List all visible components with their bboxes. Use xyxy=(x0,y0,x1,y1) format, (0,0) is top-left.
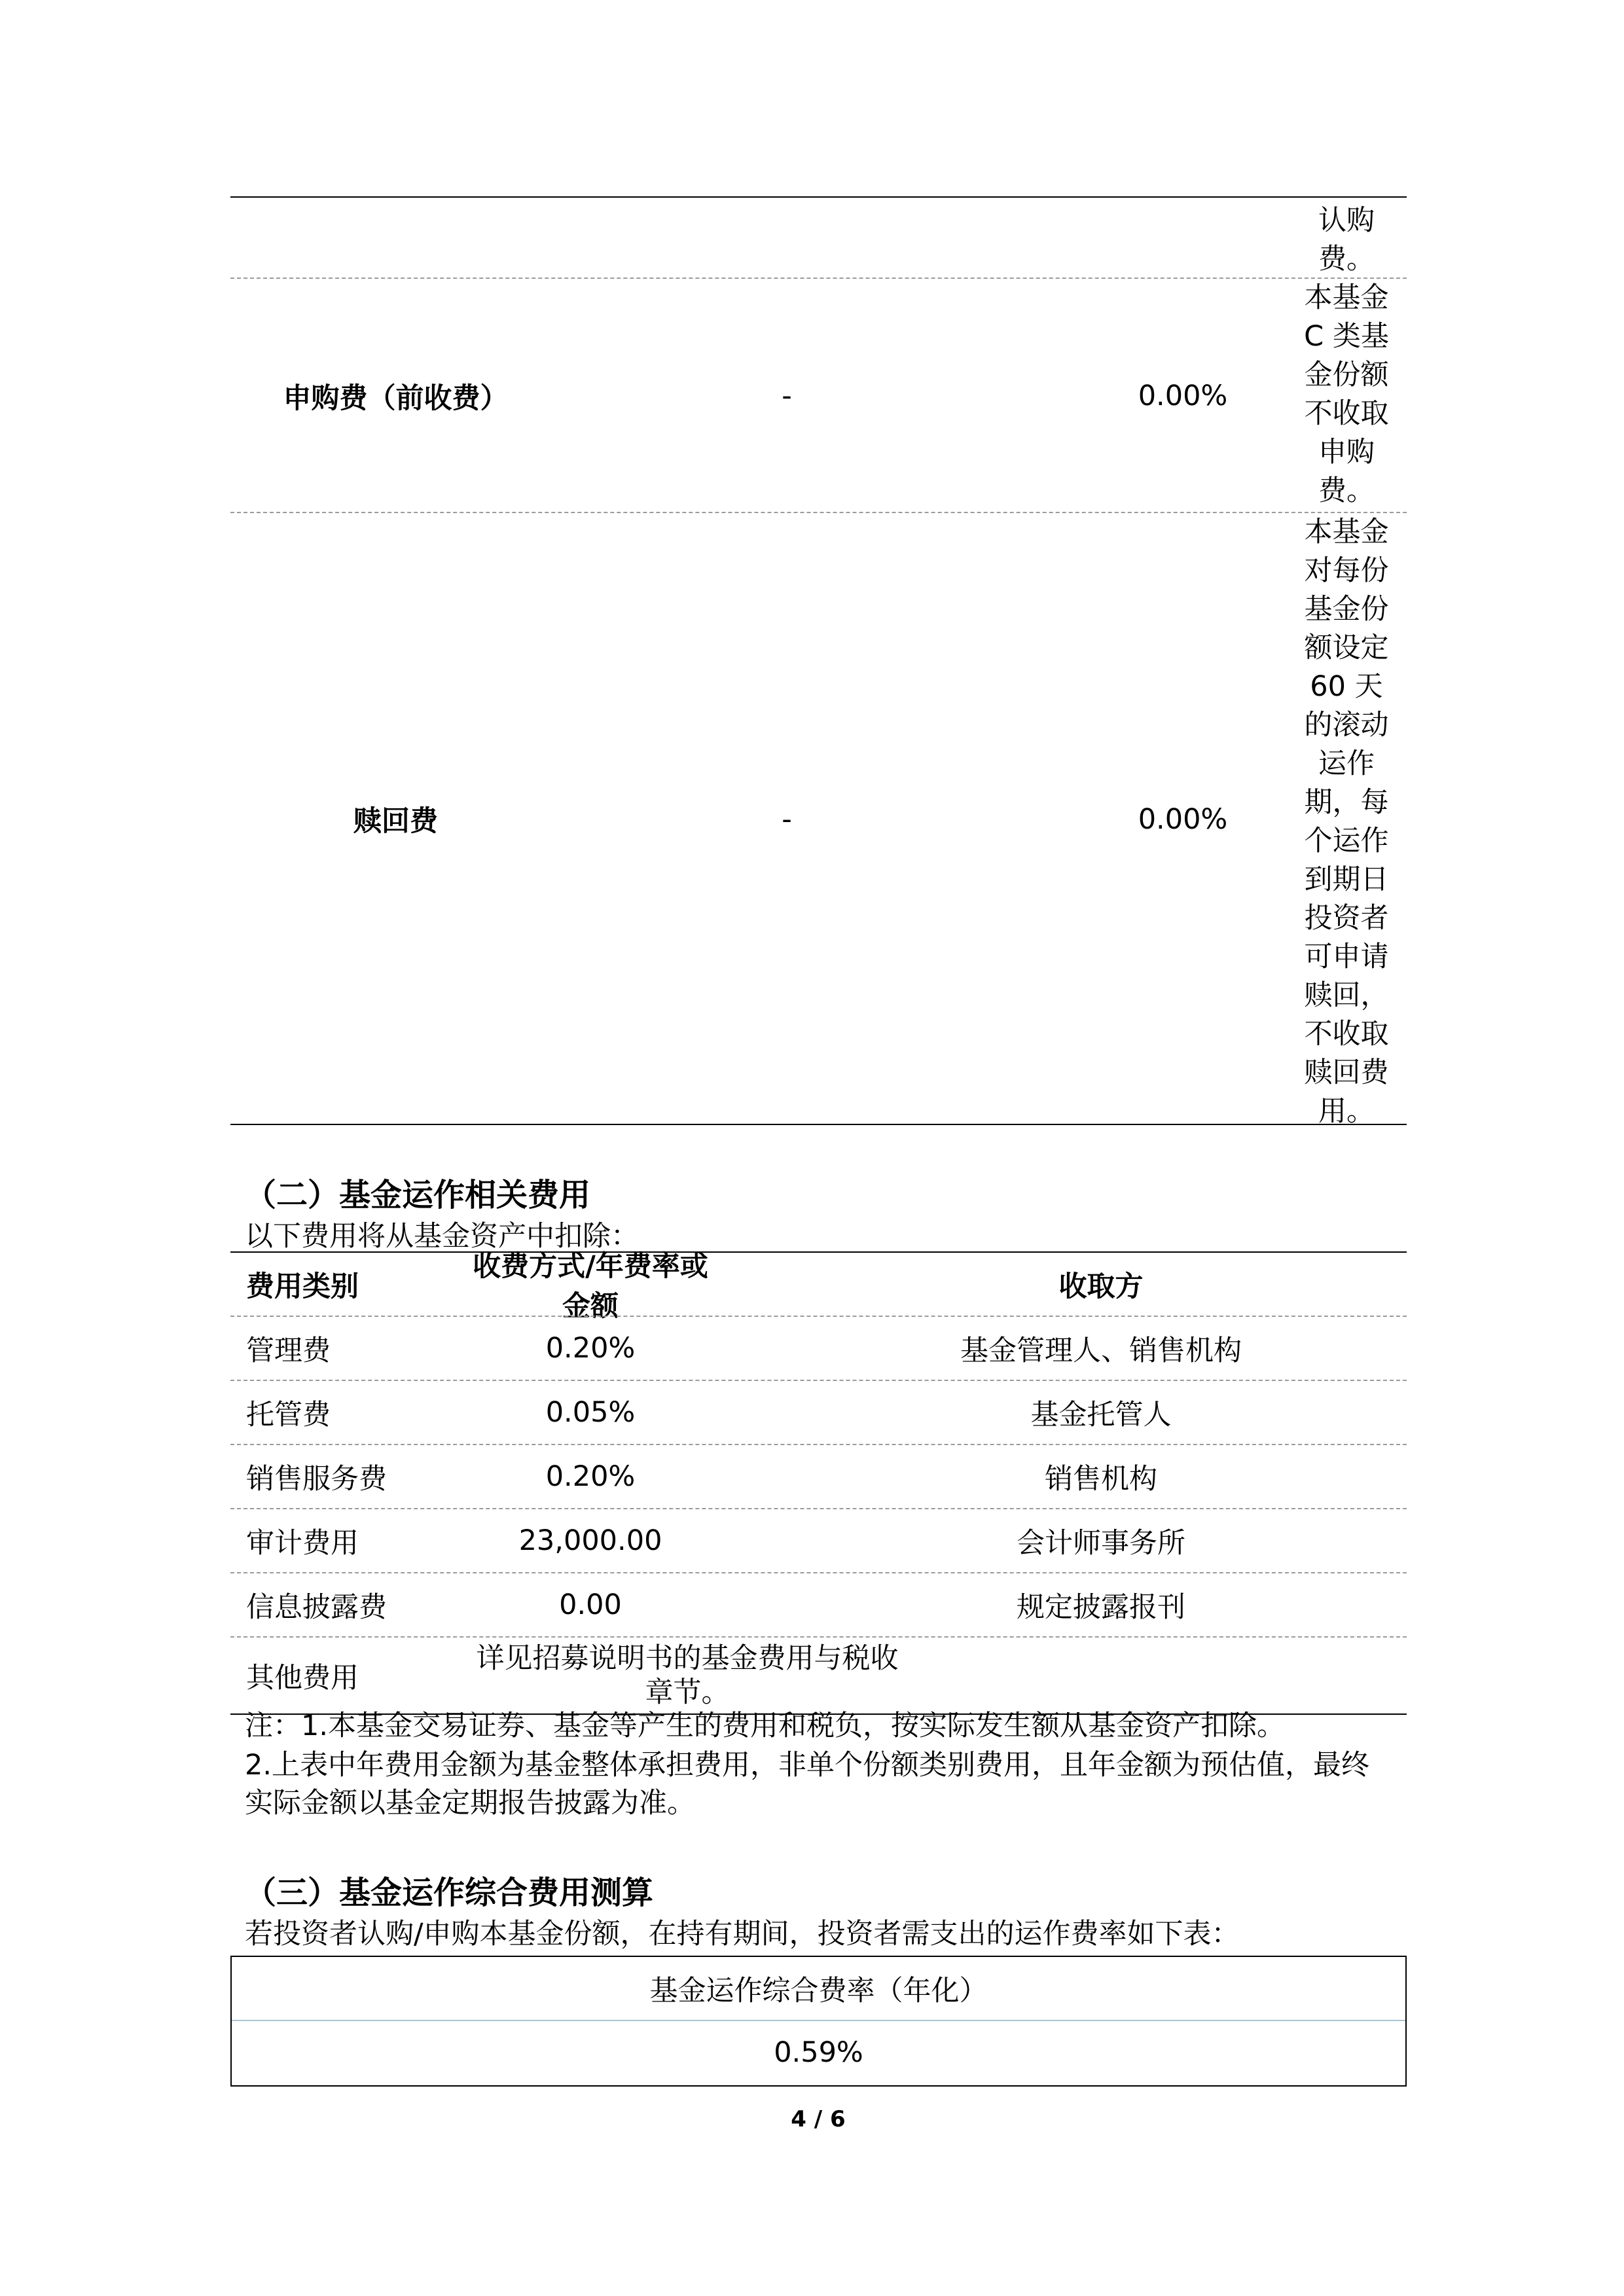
table-cell: 管理费 xyxy=(246,1334,331,1367)
section-intro: 以下费用将从基金资产中扣除： xyxy=(245,1220,639,1253)
note-line: 金份额 xyxy=(1304,359,1389,391)
note-line: 本基金 xyxy=(1304,281,1389,314)
operating-fee-table xyxy=(230,1251,1407,1715)
column-header: 费用类别 xyxy=(246,1270,359,1303)
note-cell xyxy=(1288,279,1405,511)
table-row xyxy=(230,1636,1407,1713)
note-line: 对每份 xyxy=(1304,554,1389,587)
table-cell: 基金管理人、销售机构 xyxy=(960,1334,1242,1367)
note-cell xyxy=(1288,513,1405,1131)
note-cell xyxy=(1288,202,1405,279)
table-cell: 0.00 xyxy=(559,1588,622,1621)
note-line: 到期日 xyxy=(1304,863,1389,896)
fee-amount-cell: - xyxy=(782,380,792,412)
table-cell: 托管费 xyxy=(246,1398,331,1431)
note-line: C 类基 xyxy=(1304,320,1389,353)
table-cell: 销售机构 xyxy=(1045,1462,1157,1496)
note-line: 投资者 xyxy=(1304,902,1389,935)
footnote: 实际金额以基金定期报告披露为准。 xyxy=(245,1787,695,1820)
note-line: 不收取 xyxy=(1304,1018,1389,1050)
table-cell: 会计师事务所 xyxy=(1017,1526,1185,1560)
table-cell: 规定披露报刊 xyxy=(1017,1590,1185,1624)
column-header: 收费方式/年费率或金额 xyxy=(473,1250,708,1323)
table-row xyxy=(230,1572,1407,1636)
table-row xyxy=(230,1508,1407,1572)
table-row xyxy=(230,198,1407,278)
table-cell: 23,000.00 xyxy=(518,1524,662,1557)
note-line: 赎回， xyxy=(1304,979,1389,1012)
note-line: 个运作 xyxy=(1304,825,1389,857)
note-line: 期，每 xyxy=(1304,786,1389,819)
table-cell xyxy=(439,1638,936,1713)
table-cell: 0.05% xyxy=(545,1396,636,1429)
combined-fee-table xyxy=(230,1956,1407,2087)
note-line: 额设定 xyxy=(1304,632,1389,664)
page-number: 4 / 6 xyxy=(791,2106,846,2132)
fee-table-continuation xyxy=(230,196,1407,1128)
table-row xyxy=(230,1380,1407,1444)
note-line: 不收取 xyxy=(1304,397,1389,430)
table-cell: 审计费用 xyxy=(246,1526,359,1560)
note-line: 60 天 xyxy=(1310,670,1383,703)
section-heading: （二）基金运作相关费用 xyxy=(245,1177,591,1213)
table-cell: 信息披露费 xyxy=(246,1590,387,1624)
note-line: 认购 xyxy=(1318,204,1375,237)
table-cell: 销售服务费 xyxy=(246,1462,387,1496)
table-header-row xyxy=(230,1250,1407,1323)
note-line: 可申请 xyxy=(1304,941,1389,973)
table-row xyxy=(230,278,1407,513)
fee-name-cell: 申购费（前收费） xyxy=(283,382,509,415)
table-cell: 0.20% xyxy=(545,1332,636,1365)
note-line: 费。 xyxy=(1318,243,1375,276)
cell-line: 详见招募说明书的基金费用与税收 xyxy=(476,1642,899,1675)
note-line: 费。 xyxy=(1318,475,1375,507)
fee-rate-cell: 0.00% xyxy=(1138,380,1228,412)
note-line: 赎回费 xyxy=(1304,1056,1389,1089)
note-line: 基金份 xyxy=(1304,593,1389,626)
fee-rate-cell: 0.00% xyxy=(1138,802,1228,836)
note-line: 本基金 xyxy=(1304,516,1389,548)
table-cell: 基金托管人 xyxy=(1030,1398,1172,1431)
table-cell: 其他费用 xyxy=(246,1661,359,1695)
table-row xyxy=(230,512,1407,1128)
note-line: 运作 xyxy=(1318,747,1375,780)
column-header: 收取方 xyxy=(1058,1270,1144,1303)
section-heading: （三）基金运作综合费用测算 xyxy=(245,1874,654,1911)
section-intro: 若投资者认购/申购本基金份额，在持有期间，投资者需支出的运作费率如下表： xyxy=(245,1918,1240,1950)
column-header: 基金运作综合费率（年化） xyxy=(649,1974,988,2007)
footnote: 注：1.本基金交易证券、基金等产生的费用和税负，按实际发生额从基金资产扣除。 xyxy=(245,1710,1286,1742)
table-cell: 0.20% xyxy=(545,1460,636,1493)
note-line: 申购 xyxy=(1318,436,1375,469)
table-cell xyxy=(944,1638,1258,1713)
table-row xyxy=(230,1316,1407,1380)
note-line: 用。 xyxy=(1318,1095,1375,1128)
note-line: 的滚动 xyxy=(1304,709,1389,742)
footnote: 2.上表中年费用金额为基金整体承担费用，非单个份额类别费用，且年金额为预估值，最终 xyxy=(245,1749,1370,1782)
table-cell: 0.59% xyxy=(774,2036,863,2069)
fee-amount-cell: - xyxy=(782,802,792,836)
table-row xyxy=(230,1444,1407,1508)
cell-line: 章节。 xyxy=(645,1676,730,1709)
fee-name-cell: 赎回费 xyxy=(353,805,438,838)
